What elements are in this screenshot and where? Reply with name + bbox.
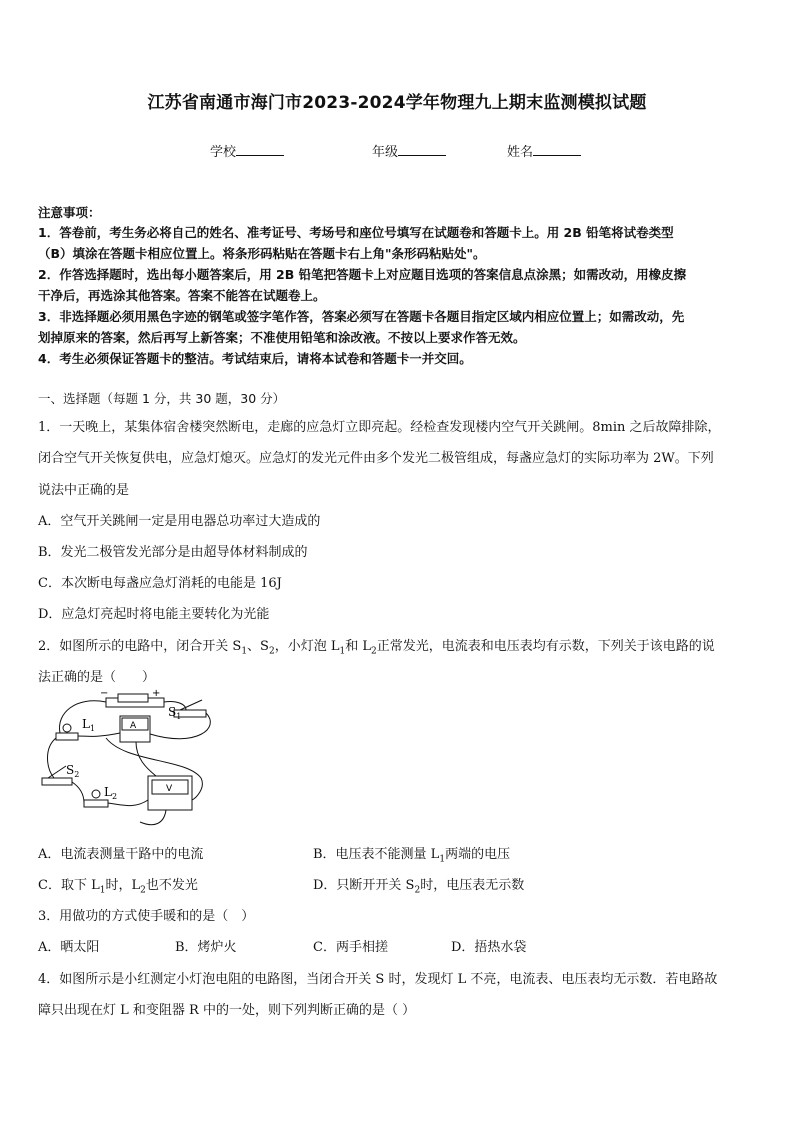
notice-line: 4．考生必须保证答题卡的整洁。考试结束后，请将本试卷和答题卡一并交回。 bbox=[38, 351, 472, 366]
name-label: 姓名 bbox=[507, 145, 534, 160]
q1-option-b: B．发光二极管发光部分是由超导体材料制成的 bbox=[38, 545, 308, 560]
notice-line: 划掉原来的答案，然后再写上新答案；不准使用铅笔和涂改液。不按以上要求作答无效。 bbox=[38, 330, 526, 345]
label-l2: $L_2$ bbox=[104, 785, 118, 801]
grade-field bbox=[372, 141, 446, 160]
lamp-l1 bbox=[56, 733, 78, 740]
q4-stem-line: 4．如图所示是小红测定小灯泡电阻的电路图，当闭合开关 S 时，发现灯 L 不亮，电流表、电压表均无示数．若电路故 bbox=[38, 972, 718, 987]
q2-stem-line: 2．如图所示的电路中，闭合开关 $S_1$、$S_2$，小灯泡 $L_1$和 $L_2$正常发光，电流表和电压表均有示数，下列关于该电路的说 bbox=[38, 639, 715, 657]
notice-heading: 注意事项： bbox=[38, 205, 101, 220]
voltmeter-symbol: V bbox=[166, 784, 173, 794]
q2-option-b: B．电压表不能测量 $L_1$两端的电压 bbox=[313, 847, 511, 865]
notice-line: 1．答卷前，考生务必将自己的姓名、准考证号、考场号和座位号填写在试题卷和答题卡上。用 2B 铅笔将试卷类型 bbox=[38, 225, 674, 240]
q1-option-d: D．应急灯亮起时将电能主要转化为光能 bbox=[38, 607, 270, 622]
q1-stem-line: 1．一天晚上，某集体宿舍楼突然断电，走廊的应急灯立即亮起。经检查发现楼内空气开关跳闸。8min 之后故障排除， bbox=[38, 420, 721, 435]
q2-option-c: C．取下 $L_1$时，$L_2$也不发光 bbox=[38, 878, 198, 896]
battery-minus: − bbox=[100, 688, 109, 699]
page-title: 江苏省南通市海门市2023-2024学年物理九上期末监测模拟试题 bbox=[147, 93, 647, 113]
switch-s2 bbox=[42, 778, 72, 785]
q1-stem-line: 说法中正确的是 bbox=[38, 483, 130, 498]
name-blank bbox=[533, 144, 581, 156]
q3-option-d: D．捂热水袋 bbox=[451, 940, 527, 955]
label-s1: $S_1$ bbox=[168, 705, 182, 721]
circuit-figure bbox=[36, 688, 226, 830]
q1-option-a: A．空气开关跳闸一定是用电器总功率过大造成的 bbox=[38, 514, 321, 529]
q3-stem: 3．用做功的方式使手暖和的是（ ） bbox=[38, 909, 255, 924]
q2-stem-line: 法正确的是（ ） bbox=[38, 670, 156, 685]
notice-line: 干净后，再选涂其他答案。答案不能答在试题卷上。 bbox=[38, 288, 326, 303]
notice-line: 2．作答选择题时，选出每小题答案后，用 2B 铅笔把答题卡上对应题目选项的答案信息点涂黑；如需改动，用橡皮擦 bbox=[38, 267, 687, 282]
section-heading: 一、选择题（每题 1 分，共 30 题，30 分） bbox=[38, 391, 286, 406]
q2-option-d: D．只断开开关 $S_2$时，电压表无示数 bbox=[313, 878, 525, 896]
grade-blank bbox=[398, 144, 446, 156]
notice-line: 3．非选择题必须用黑色字迹的钢笔或签字笔作答，答案必须写在答题卡各题目指定区域内相应位置上；如需改动，先 bbox=[38, 309, 685, 324]
lamp-l2 bbox=[84, 800, 108, 807]
battery-plus: + bbox=[152, 688, 161, 699]
school-label: 学校 bbox=[210, 145, 237, 160]
label-s2: $S_2$ bbox=[66, 763, 80, 779]
q3-option-b: B．烤炉火 bbox=[175, 940, 237, 955]
q1-option-c: C．本次断电每盏应急灯消耗的电能是 16J bbox=[38, 576, 282, 591]
q3-option-c: C．两手相搓 bbox=[313, 940, 388, 955]
school-field bbox=[210, 141, 284, 160]
q4-stem-line: 障只出现在灯 L 和变阻器 R 中的一处，则下列判断正确的是（ ） bbox=[38, 1003, 416, 1018]
q3-option-a: A．晒太阳 bbox=[38, 940, 100, 955]
notice-line: （B）填涂在答题卡相应位置上。将条形码粘贴在答题卡右上角"条形码粘贴处"。 bbox=[38, 246, 486, 261]
q2-option-a: A．电流表测量干路中的电流 bbox=[38, 847, 204, 862]
grade-label: 年级 bbox=[372, 145, 399, 160]
ammeter-symbol: A bbox=[130, 721, 137, 731]
school-blank bbox=[236, 144, 284, 156]
name-field bbox=[507, 141, 581, 160]
label-l1: $L_1$ bbox=[82, 717, 96, 733]
q1-stem-line: 闭合空气开关恢复供电，应急灯熄灭。应急灯的发光元件由多个发光二极管组成，每盏应急灯的实际功率为 2W。下列 bbox=[38, 451, 714, 466]
